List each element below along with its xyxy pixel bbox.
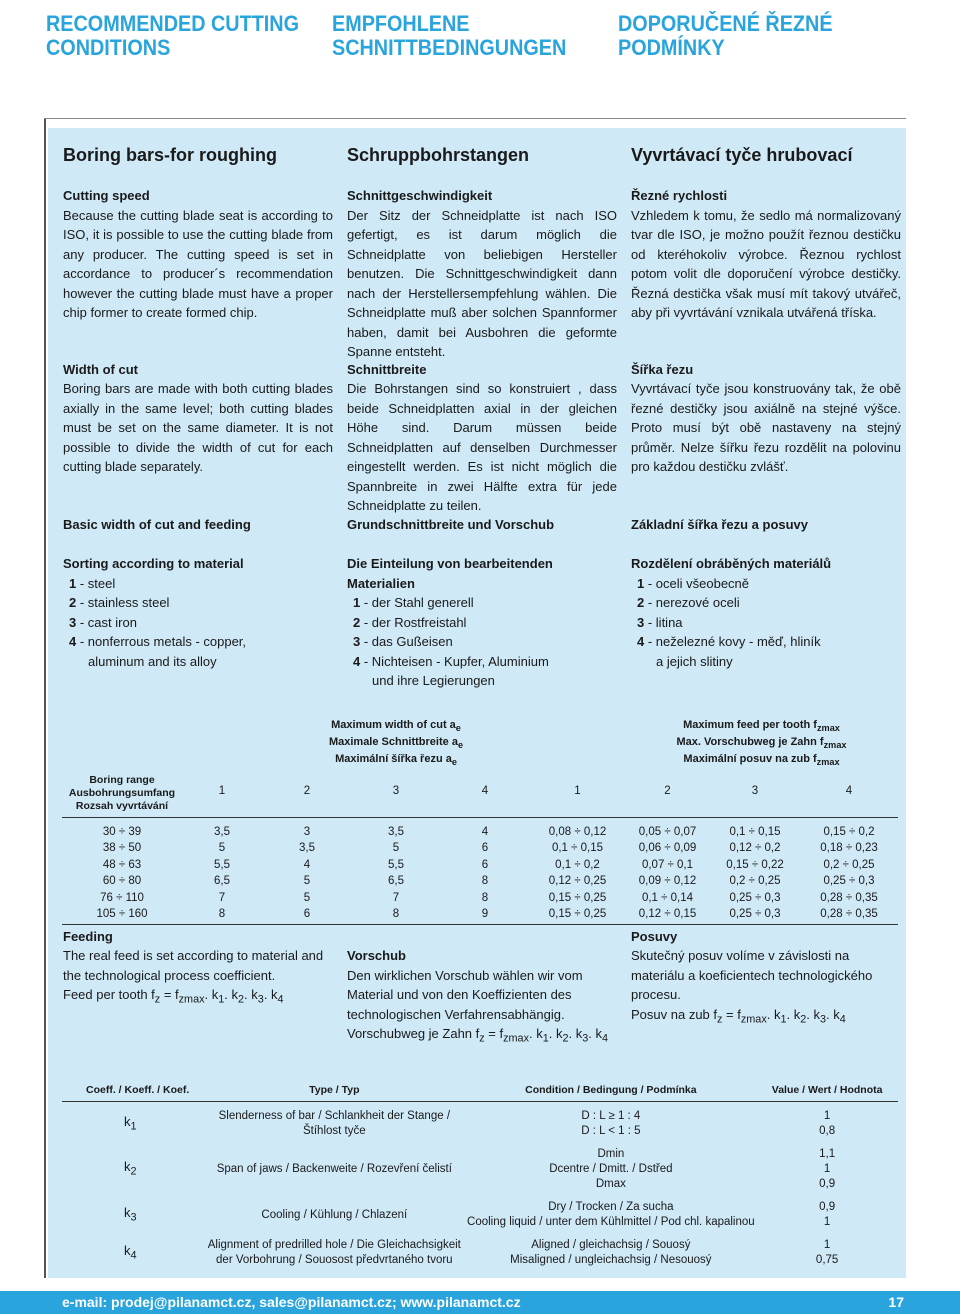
value-cell: 5 (303, 891, 311, 904)
table-row (62, 1108, 898, 1140)
formula-sub: zmax (503, 1032, 529, 1045)
value-cell: 0,12 ÷ 0,2 (729, 842, 781, 855)
val-line: 1 (823, 1110, 831, 1122)
val-cell (756, 1108, 898, 1140)
value-cell: 6 (481, 858, 489, 871)
sorting-cont: aluminum and its alloy (88, 653, 217, 669)
value-cell: 0,28 ÷ 0,35 (820, 908, 878, 921)
feeding-title: Feeding (63, 928, 113, 944)
value-header: Value / Wert / Hodnota (756, 1082, 898, 1102)
width-text: Die Bohrstangen sind so konstruiert , dass beide Schneidplatten axial in der gleichen Höhe sind. Darum müssen beide Schneidplatten auf denselben Durchmesser eingestellt werden. Es ist nicht möglich die Spannbreite in zwei Hälfte extra für jede Schneidplatte zu teilen. (347, 381, 617, 513)
value-cell: 3,5 (299, 842, 315, 855)
formula-sub: 4 (277, 993, 284, 1006)
speed-title: Schnittgeschwindigkeit (347, 188, 493, 203)
coef-letter: k (124, 1242, 131, 1258)
type-line: Cooling / Kühlung / Chlazení (261, 1208, 408, 1221)
header-cz-line2: PODMÍNKY (618, 35, 725, 60)
formula-k: . k (588, 1026, 603, 1041)
formula-k: . k (826, 1006, 840, 1022)
formula-k: . k (263, 987, 278, 1002)
sorting-number: 1 (637, 575, 645, 591)
value-cell: 5 (218, 842, 226, 855)
sorting-number: 2 (353, 614, 361, 630)
val-cell (756, 1237, 898, 1269)
coefficient-table (62, 1082, 898, 1269)
formula-sub: 1 (542, 1032, 549, 1045)
sorting-number: 3 (637, 614, 645, 630)
value-cell: 0,09 ÷ 0,12 (638, 875, 697, 888)
val-line: 0,9 (819, 1178, 836, 1190)
section-title: Boring bars-for roughing (63, 145, 277, 165)
formula-k: . k (806, 1006, 820, 1022)
value-cell: 0,07 ÷ 0,1 (641, 858, 694, 871)
value-cell: 8 (481, 875, 489, 888)
page-number: 17 (888, 1294, 904, 1310)
table-row (62, 1199, 898, 1231)
header-en (46, 12, 299, 60)
sorting-item (63, 613, 333, 633)
feed-formula (631, 1005, 901, 1030)
speed-text: Der Sitz der Schneidplatte ist nach ISO gefertigt, es ist darum möglich die Schneidplatte von beliebigen Hersteller benutzen. Die Schnittgeschwindigkeit dann nach der Herstellersempfehlung wählen. Die Schneidplatte muß aber solchen Spannformer haben, damit bei Ausbohren die geformte Spanne entsteht. (347, 207, 617, 359)
value-cell: 0,25 ÷ 0,3 (729, 891, 781, 904)
width-text: Boring bars are made with both cutting blades axially in the same level; both cutting blades must be set on the same diameter. It is not possible to divide the width of cut for each cutting blade separately. (63, 381, 333, 474)
sorting-text: - steel (76, 575, 116, 591)
value-cell: 0,05 ÷ 0,07 (638, 825, 697, 838)
cond-cell (465, 1108, 756, 1140)
header-en-line1: RECOMMENDED CUTTING (46, 11, 299, 36)
val-line: 0,9 (819, 1201, 836, 1213)
type-header: Type / Typ (203, 1082, 465, 1102)
formula-k: . k (224, 987, 239, 1002)
sorting-item (631, 613, 901, 633)
col-num: 1 (218, 785, 226, 798)
cond-line: Dmax (595, 1178, 626, 1190)
sorting-item (347, 613, 617, 633)
table-row (62, 824, 898, 841)
header-de-line2: SCHNITTBEDINGUNGEN (332, 35, 567, 60)
sorting-item (631, 632, 901, 652)
sorting-number: 2 (637, 595, 645, 610)
type-cell (203, 1146, 465, 1193)
speed-text: Because the cutting blade seat is according to ISO, it is possible to use the cutting blade from any producer. The cutting speed is set in accordance to producer´s recommendation however the cutting blade must have a proper chip former to create formed chip. (63, 207, 333, 320)
sorting-item (347, 593, 617, 613)
footer-contact[interactable]: e-mail: prodej@pilanamct.cz, sales@pilanamct.cz; www.pilanamct.cz (62, 1294, 521, 1310)
value-cell: 3 (303, 825, 311, 838)
value-cell: 5,5 (388, 858, 404, 871)
table-row (62, 1146, 898, 1193)
type-line: Span of jaws / Backenweite / Rozevření čelistí (216, 1163, 452, 1175)
cond-line: D : L < 1 : 5 (581, 1125, 641, 1137)
formula-sub: 2 (800, 1013, 807, 1026)
width-header: Maximum width of cut $a_e$ Maximale Schnittbreite $a_e$ Maximální šířka řezu $a_e$ (328, 719, 464, 768)
value-cell: 0,1 ÷ 0,2 (555, 858, 600, 871)
cond-cell (465, 1237, 756, 1269)
feeding-title: Posuvy (631, 928, 678, 944)
sorting-number: 2 (69, 595, 77, 610)
coef-sub: 1 (130, 1120, 137, 1133)
formula-k: . k (528, 1026, 543, 1041)
width-title: Šířka řezu (631, 361, 694, 377)
sorting-text: - neželezné kovy - měď, hliník (644, 634, 821, 649)
cond-line: Aligned / gleichachsig / Souosý (531, 1239, 691, 1251)
formula-k: . k (244, 987, 258, 1002)
value-cell: 0,15 ÷ 0,22 (726, 858, 784, 871)
cut-feed-table (62, 718, 898, 925)
formula-lead: Vorschubweg je Zahn f (347, 1026, 480, 1041)
sorting-text: - stainless steel (76, 595, 170, 610)
col-num: 2 (303, 785, 311, 798)
formula-k: . k (204, 987, 219, 1002)
range-cell: 105 ÷ 160 (96, 908, 148, 921)
cond-line: Dcentre / Dmitt. / Dstřed (549, 1163, 673, 1175)
sorting-number: 3 (353, 634, 361, 649)
type-line: Štíhlost tyče (302, 1125, 366, 1137)
formula-k: . k (766, 1006, 781, 1022)
col-num: 3 (751, 785, 759, 798)
sorting-text: - nonferrous metals - copper, (76, 634, 247, 649)
sorting-number: 4 (69, 634, 77, 649)
value-cell: 8 (218, 908, 226, 921)
header-cz-line1: DOPORUČENÉ ŘEZNÉ (618, 11, 833, 36)
feed-header: Maximum feed per tooth $f_{zmax}$ Max. Vorschubweg je Zahn $f_{zmax}$ Maximální posuv na zub $f_{zmax}$ (676, 719, 847, 768)
formula-sub: 3 (257, 993, 264, 1006)
cond-line: Dry / Trocken / Za sucha (548, 1201, 674, 1213)
formula-eq: = f (484, 1026, 504, 1041)
range-cell: 38 ÷ 50 (102, 842, 142, 855)
value-cell: 0,2 ÷ 0,25 (729, 875, 781, 888)
sorting-text: - litina (644, 614, 683, 630)
cond-line: Cooling liquid / unter dem Kühlmittel / Pod chl. kapalinou (467, 1216, 755, 1228)
value-cell: 0,2 ÷ 0,25 (823, 858, 875, 871)
cond-line: Misaligned / ungleichachsig / Nesouosý (510, 1254, 712, 1266)
header-de-line1: EMPFOHLENE (332, 11, 470, 36)
coef-letter: k (124, 1113, 131, 1129)
sorting-number: 4 (353, 653, 361, 669)
sorting-text: - nerezové oceli (644, 595, 740, 610)
formula-sub: 4 (839, 1013, 846, 1026)
type-cell (203, 1199, 465, 1231)
speed-title: Cutting speed (63, 188, 150, 203)
cond-line: D : L ≥ 1 : 4 (581, 1110, 641, 1122)
val-line: 0,75 (815, 1254, 839, 1266)
value-cell: 3,5 (214, 825, 230, 838)
value-cell: 0,1 ÷ 0,14 (641, 891, 694, 904)
width-text: Vyvrtávací tyče jsou konstruovány tak, že obě řezné destičky jsou axiálně na stejné výšce. Proto musí být obě nastaveny na stejný průměr. Nelze šířku řezu rozdělit na polovinu pro každou destičku zvlášť. (631, 381, 901, 474)
value-cell: 0,18 ÷ 0,23 (820, 842, 878, 855)
coef-sub: 2 (130, 1165, 137, 1178)
coef-sub: 4 (130, 1249, 137, 1262)
formula-k: . k (548, 1026, 563, 1041)
header-de (332, 12, 566, 60)
sorting-text: - Nichteisen - Kupfer, Aluminium (360, 653, 549, 669)
value-cell: 0,1 ÷ 0,15 (551, 842, 604, 855)
feeding-title: Vorschub (347, 948, 406, 963)
table-row (62, 906, 898, 923)
sorting-item (63, 632, 333, 652)
coef-cell (62, 1237, 203, 1269)
basic-title: Základní šířka řezu a posuvy (631, 517, 809, 532)
value-cell: 0,25 ÷ 0,3 (729, 908, 781, 921)
col-num: 4 (481, 785, 489, 798)
sorting-number: 1 (69, 575, 77, 591)
feed-formula (63, 985, 333, 1010)
val-cell (756, 1146, 898, 1193)
sorting-number: 4 (637, 634, 645, 649)
value-cell: 0,15 ÷ 0,2 (823, 825, 875, 838)
formula-sub: z (479, 1032, 485, 1045)
table-row (62, 840, 898, 857)
sorting-text: - das Gußeisen (360, 634, 453, 649)
sorting-item (347, 632, 617, 652)
value-cell: 9 (481, 908, 489, 921)
col-num: 1 (574, 785, 581, 798)
table-row (62, 873, 898, 890)
sorting-list (347, 593, 617, 671)
value-cell: 0,06 ÷ 0,09 (638, 842, 697, 855)
value-cell: 5,5 (214, 858, 230, 871)
top-rule (44, 118, 906, 119)
col-num: 3 (392, 785, 400, 798)
value-cell: 8 (392, 908, 400, 921)
sorting-text: - der Rostfreistahl (360, 614, 467, 630)
coef-letter: k (124, 1204, 131, 1220)
formula-sub: zmax (740, 1013, 767, 1026)
sorting-item (63, 574, 333, 594)
basic-title: Basic width of cut and feeding (63, 517, 251, 532)
val-cell (756, 1199, 898, 1231)
width-title: Schnittbreite (347, 361, 427, 377)
formula-sub: 3 (582, 1032, 589, 1045)
sorting-item (631, 574, 901, 594)
left-rule (44, 118, 46, 1278)
val-line: 1 (823, 1163, 831, 1175)
sorting-text: - cast iron (76, 614, 137, 630)
value-cell: 7 (392, 891, 400, 904)
value-cell: 6 (481, 842, 489, 855)
type-cell (203, 1237, 465, 1269)
basic-title: Grundschnittbreite und Vorschub (347, 517, 555, 532)
val-line: 1 (823, 1239, 831, 1251)
section-title: Schruppbohrstangen (347, 145, 530, 165)
feeding-text: The real feed is set according to material and the technological process coefficient. (63, 948, 324, 983)
range-cell: 76 ÷ 110 (100, 891, 144, 904)
feeding-text: Den wirklichen Vorschub wählen wir vom Material und von den Koeffizienten des technologischen Verfahrensabhängig. (347, 967, 583, 1022)
coef-cell (62, 1108, 203, 1140)
formula-eq: = f (722, 1006, 741, 1022)
value-cell: 3,5 (388, 825, 404, 838)
formula-sub: z (154, 993, 161, 1006)
value-cell: 0,12 ÷ 0,25 (548, 875, 607, 888)
sorting-text: - der Stahl generell (360, 595, 474, 610)
formula-sub: zmax (178, 993, 205, 1006)
sorting-text: - oceli všeobecně (644, 575, 750, 591)
footer-bar (0, 1291, 960, 1314)
val-line: 1 (823, 1216, 831, 1228)
value-cell: 6 (303, 908, 311, 921)
formula-lead: Posuv na zub f (631, 1006, 717, 1022)
speed-text: Vzhledem k tomu, že sedlo má normalizovaný tvar dle ISO, je možno použít řeznou destičku od kteréhokoliv výrobce. Řeznou rychlost potom volit dle doporučení výrobce destičky. Řezná destička však musí mít takový utvářeč, aby při vyvrtávání vznikala utvářená tříska. (631, 207, 901, 320)
value-cell: 0,1 ÷ 0,15 (729, 825, 781, 838)
cond-cell (465, 1199, 756, 1231)
formula-sub: 2 (238, 993, 245, 1006)
val-line: 1,1 (819, 1148, 836, 1160)
sorting-number: 3 (69, 614, 77, 630)
speed-title: Řezné rychlosti (631, 188, 728, 203)
type-line: der Vorbohrung / Souosost předvrtaného tvoru (216, 1254, 453, 1266)
formula-k: . k (786, 1006, 801, 1022)
formula-sub: 1 (780, 1013, 787, 1026)
condition-header: Condition / Bedingung / Podmínka (465, 1082, 756, 1102)
value-cell: 5 (303, 875, 311, 888)
coef-cell (62, 1146, 203, 1193)
coef-cell (62, 1199, 203, 1231)
section-title: Vyvrtávací tyče hrubovací (631, 145, 853, 165)
formula-sub: z (717, 1013, 723, 1026)
value-cell: 0,08 ÷ 0,12 (548, 825, 607, 838)
value-cell: 0,15 ÷ 0,25 (548, 891, 607, 904)
col-num: 2 (664, 785, 671, 798)
value-cell: 7 (218, 891, 226, 904)
formula-lead: Feed per tooth f (63, 987, 155, 1002)
cond-cell (465, 1146, 756, 1193)
value-cell: 8 (481, 891, 489, 904)
width-title: Width of cut (63, 361, 138, 377)
range-cell: 30 ÷ 39 (102, 825, 142, 838)
value-cell: 4 (481, 825, 489, 838)
col-num: 4 (845, 785, 853, 798)
formula-sub: 3 (820, 1013, 827, 1026)
coef-sub: 3 (130, 1211, 137, 1224)
value-cell: 0,15 ÷ 0,25 (548, 908, 607, 921)
type-cell (203, 1108, 465, 1140)
range-cell: 60 ÷ 80 (102, 875, 142, 888)
formula-sub: 2 (562, 1032, 569, 1045)
table-row (62, 857, 898, 874)
sorting-item (347, 652, 617, 672)
value-cell: 0,28 ÷ 0,35 (820, 891, 878, 904)
table-row (62, 1237, 898, 1269)
range-cell: 48 ÷ 63 (102, 858, 142, 871)
sorting-list (63, 574, 333, 652)
coef-header: Coeff. / Koeff. / Koef. (62, 1082, 203, 1102)
type-line: Slenderness of bar / Schlankheit der Stange / (218, 1110, 451, 1122)
type-line: Alignment of predrilled hole / Die Gleichachsigkeit (207, 1239, 461, 1251)
value-cell: 4 (303, 858, 311, 871)
value-cell: 6,5 (214, 875, 230, 888)
formula-k: . k (568, 1026, 583, 1041)
feed-formula (347, 1024, 617, 1049)
range-header: Boring range Ausbohrungsumfang Rozsah vyvrtávání (68, 773, 176, 812)
formula-eq: = f (160, 987, 179, 1002)
header-cz (618, 12, 833, 60)
value-cell: 6,5 (388, 875, 404, 888)
sorting-list (631, 574, 901, 652)
sorting-number: 1 (353, 595, 361, 610)
feeding-text: Skutečný posuv volíme v závislosti na materiálu a koeficientech technologického procesu. (631, 948, 873, 1002)
val-line: 0,8 (819, 1125, 836, 1137)
sorting-cont: a jejich slitiny (656, 653, 733, 669)
sorting-cont: und ihre Legierungen (372, 673, 495, 688)
value-cell: 0,25 ÷ 0,3 (823, 875, 875, 888)
value-cell: 0,12 ÷ 0,15 (638, 908, 697, 921)
value-cell: 5 (392, 842, 400, 855)
header-en-line2: CONDITIONS (46, 35, 171, 60)
sorting-title: Rozdělení obráběných materiálů (631, 556, 832, 571)
sorting-item (631, 593, 901, 613)
table-row (62, 890, 898, 907)
sorting-item (63, 593, 333, 613)
cond-line: Dmin (597, 1148, 625, 1160)
formula-sub: 1 (218, 993, 225, 1006)
formula-sub: 4 (602, 1032, 609, 1045)
sorting-title: Die Einteilung von bearbeitenden Materialien (347, 556, 553, 591)
coef-letter: k (124, 1159, 131, 1175)
sorting-title: Sorting according to material (63, 556, 244, 571)
